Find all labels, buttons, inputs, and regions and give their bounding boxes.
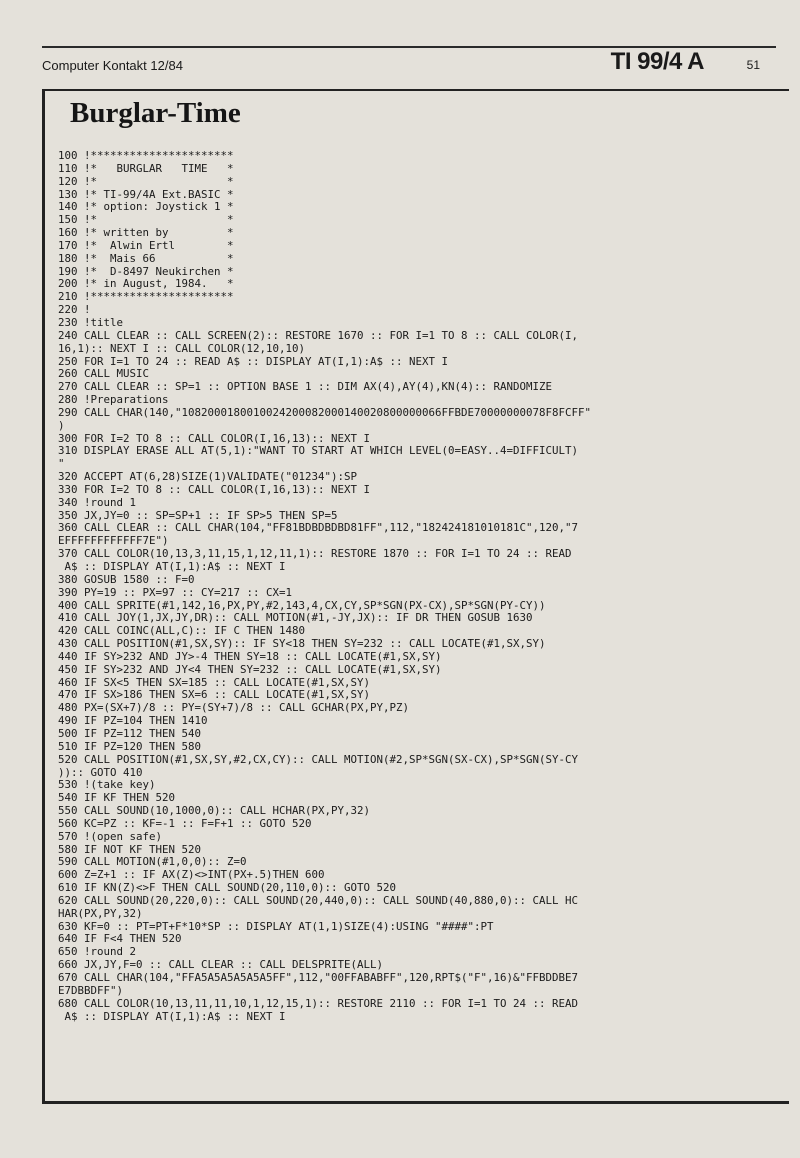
code-line: A$ :: DISPLAY AT(I,1):A$ :: NEXT I (58, 1009, 286, 1023)
code-line: 570 !(open safe) (58, 829, 163, 843)
section-title: TI 99/4 A (610, 48, 704, 75)
code-line: 290 CALL CHAR(140,"1082000180010024200082000140020800000066FFBDE70000000078F8FCFF" (58, 405, 592, 419)
code-line: 650 !round 2 (58, 945, 137, 959)
code-line: 16,1):: NEXT I :: CALL COLOR(12,10,10) (58, 341, 306, 355)
article-title: Burglar-Time (70, 97, 241, 129)
code-line: 210 !********************** (58, 290, 234, 304)
code-line: A$ :: DISPLAY AT(I,1):A$ :: NEXT I (58, 560, 286, 573)
code-line: 360 CALL CLEAR :: CALL CHAR(104,"FF81BDBDBDBD81FF",112,"182424181010181C",120,"7 (58, 521, 579, 535)
code-line: 600 Z=Z+1 :: IF AX(Z)<>INT(PX+.5)THEN 600 (58, 868, 325, 882)
code-line: 410 CALL JOY(1,JX,JY,DR):: CALL MOTION(#1,-JY,JX):: IF DR THEN GOSUB 1630 (58, 611, 533, 625)
code-line: 340 !round 1 (58, 495, 137, 509)
code-line: 580 IF NOT KF THEN 520 (58, 842, 202, 856)
code-line: 590 CALL MOTION(#1,0,0):: Z=0 (58, 855, 247, 869)
code-line: ) (58, 418, 65, 432)
code-line: E7DBBDFF") (58, 983, 124, 997)
code-line: 480 PX=(SX+7)/8 :: PY=(SY+7)/8 :: CALL GCHAR(PX,PY,PZ) (58, 701, 410, 715)
code-line: 230 !title (58, 315, 124, 329)
code-line: 380 GOSUB 1580 :: F=0 (58, 572, 195, 586)
code-line: 540 IF KF THEN 520 (58, 791, 176, 805)
code-line: 390 PY=19 :: PX=97 :: CY=217 :: CX=1 (58, 585, 293, 599)
code-line: 170 !* Alwin Ertl * (58, 238, 234, 252)
code-line: 620 CALL SOUND(20,220,0):: CALL SOUND(20,440,0):: CALL SOUND(40,880,0):: CALL HC (58, 893, 579, 907)
magazine-issue: Computer Kontakt 12/84 (42, 58, 183, 73)
code-line: 440 IF SY>232 AND JY>-4 THEN SY=18 :: CALL LOCATE(#1,SX,SY) (58, 649, 442, 663)
code-line: 220 ! (58, 303, 91, 317)
code-line: 680 CALL COLOR(10,13,11,11,10,1,12,15,1):: RESTORE 2110 :: FOR I=1 TO 24 :: READ (58, 996, 579, 1010)
code-line: 550 CALL SOUND(10,1000,0):: CALL HCHAR(PX,PY,32) (58, 804, 371, 818)
code-line: 400 CALL SPRITE(#1,142,16,PX,PY,#2,143,4,CX,CY,SP*SGN(PX-CX),SP*SGN(PY-CY)) (58, 598, 546, 612)
code-listing (58, 150, 780, 1023)
code-line: 300 FOR I=2 TO 8 :: CALL COLOR(I,16,13):: NEXT I (58, 431, 371, 445)
page-header (42, 48, 760, 88)
code-line: 520 CALL POSITION(#1,SX,SY,#2,CX,CY):: CALL MOTION(#2,SP*SGN(SX-CX),SP*SGN(SY-CY (58, 752, 579, 766)
code-line: 640 IF F<4 THEN 520 (58, 932, 182, 946)
code-line: 180 !* Mais 66 * (58, 251, 234, 265)
code-line: 100 !********************** (58, 149, 234, 162)
code-line: 560 KC=PZ :: KF=-1 :: F=F+1 :: GOTO 520 (58, 816, 312, 830)
code-line: 420 CALL COINC(ALL,C):: IF C THEN 1480 (58, 624, 306, 638)
code-line: " (58, 457, 65, 471)
code-line: HAR(PX,PY,32) (58, 906, 143, 920)
code-line: 280 !Preparations (58, 393, 169, 407)
code-line: 330 FOR I=2 TO 8 :: CALL COLOR(I,16,13):: NEXT I (58, 482, 371, 496)
code-line: 450 IF SY>232 AND JY<4 THEN SY=232 :: CALL LOCATE(#1,SX,SY) (58, 662, 442, 676)
code-line: 370 CALL COLOR(10,13,3,11,15,1,12,11,1):: RESTORE 1870 :: FOR I=1 TO 24 :: READ (58, 547, 572, 561)
code-line: 630 KF=0 :: PT=PT+F*10*SP :: DISPLAY AT(1,1)SIZE(4):USING "####":PT (58, 919, 494, 933)
code-line: 250 FOR I=1 TO 24 :: READ A$ :: DISPLAY AT(I,1):A$ :: NEXT I (58, 354, 449, 368)
code-line: 350 JX,JY=0 :: SP=SP+1 :: IF SP>5 THEN SP=5 (58, 508, 338, 522)
code-line: 150 !* * (58, 213, 234, 227)
code-line: 500 IF PZ=112 THEN 540 (58, 726, 202, 740)
code-line: 490 IF PZ=104 THEN 1410 (58, 714, 208, 728)
code-line: 530 !(take key) (58, 778, 156, 792)
code-line: 510 IF PZ=120 THEN 580 (58, 739, 202, 753)
page-number: 51 (746, 58, 760, 72)
code-line: )):: GOTO 410 (58, 765, 143, 779)
code-line: 430 CALL POSITION(#1,SX,SY):: IF SY<18 THEN SY=232 :: CALL LOCATE(#1,SX,SY) (58, 637, 546, 651)
code-line: EFFFFFFFFFFFF7E") (58, 534, 169, 548)
code-line: 190 !* D-8497 Neukirchen * (58, 264, 234, 278)
code-line: 130 !* TI-99/4A Ext.BASIC * (58, 187, 234, 201)
code-line: 660 JX,JY,F=0 :: CALL CLEAR :: CALL DELSPRITE(ALL) (58, 958, 384, 972)
code-line: 320 ACCEPT AT(6,28)SIZE(1)VALIDATE("01234"):SP (58, 470, 358, 484)
code-line: 200 !* in August, 1984. * (58, 277, 234, 291)
code-line: 270 CALL CLEAR :: SP=1 :: OPTION BASE 1 :: DIM AX(4),AY(4),KN(4):: RANDOMIZE (58, 380, 553, 394)
code-line: 670 CALL CHAR(104,"FFA5A5A5A5A5A5FF",112,"00FFABABFF",120,RPT$("F",16)&"FFBDDBE7 (58, 971, 579, 984)
code-line: 120 !* * (58, 174, 234, 188)
code-line: 610 IF KN(Z)<>F THEN CALL SOUND(20,110,0):: GOTO 520 (58, 881, 397, 895)
code-line: 160 !* written by * (58, 226, 234, 240)
code-line: 470 IF SX>186 THEN SX=6 :: CALL LOCATE(#1,SX,SY) (58, 688, 371, 702)
code-line: 310 DISPLAY ERASE ALL AT(5,1):"WANT TO START AT WHICH LEVEL(0=EASY..4=DIFFICULT) (58, 444, 579, 458)
code-line: 460 IF SX<5 THEN SX=185 :: CALL LOCATE(#1,SX,SY) (58, 675, 371, 689)
code-line: 110 !* BURGLAR TIME * (58, 161, 234, 175)
code-line: 240 CALL CLEAR :: CALL SCREEN(2):: RESTORE 1670 :: FOR I=1 TO 8 :: CALL COLOR(I, (58, 328, 579, 342)
code-line: 140 !* option: Joystick 1 * (58, 200, 234, 214)
code-line: 260 CALL MUSIC (58, 367, 150, 381)
